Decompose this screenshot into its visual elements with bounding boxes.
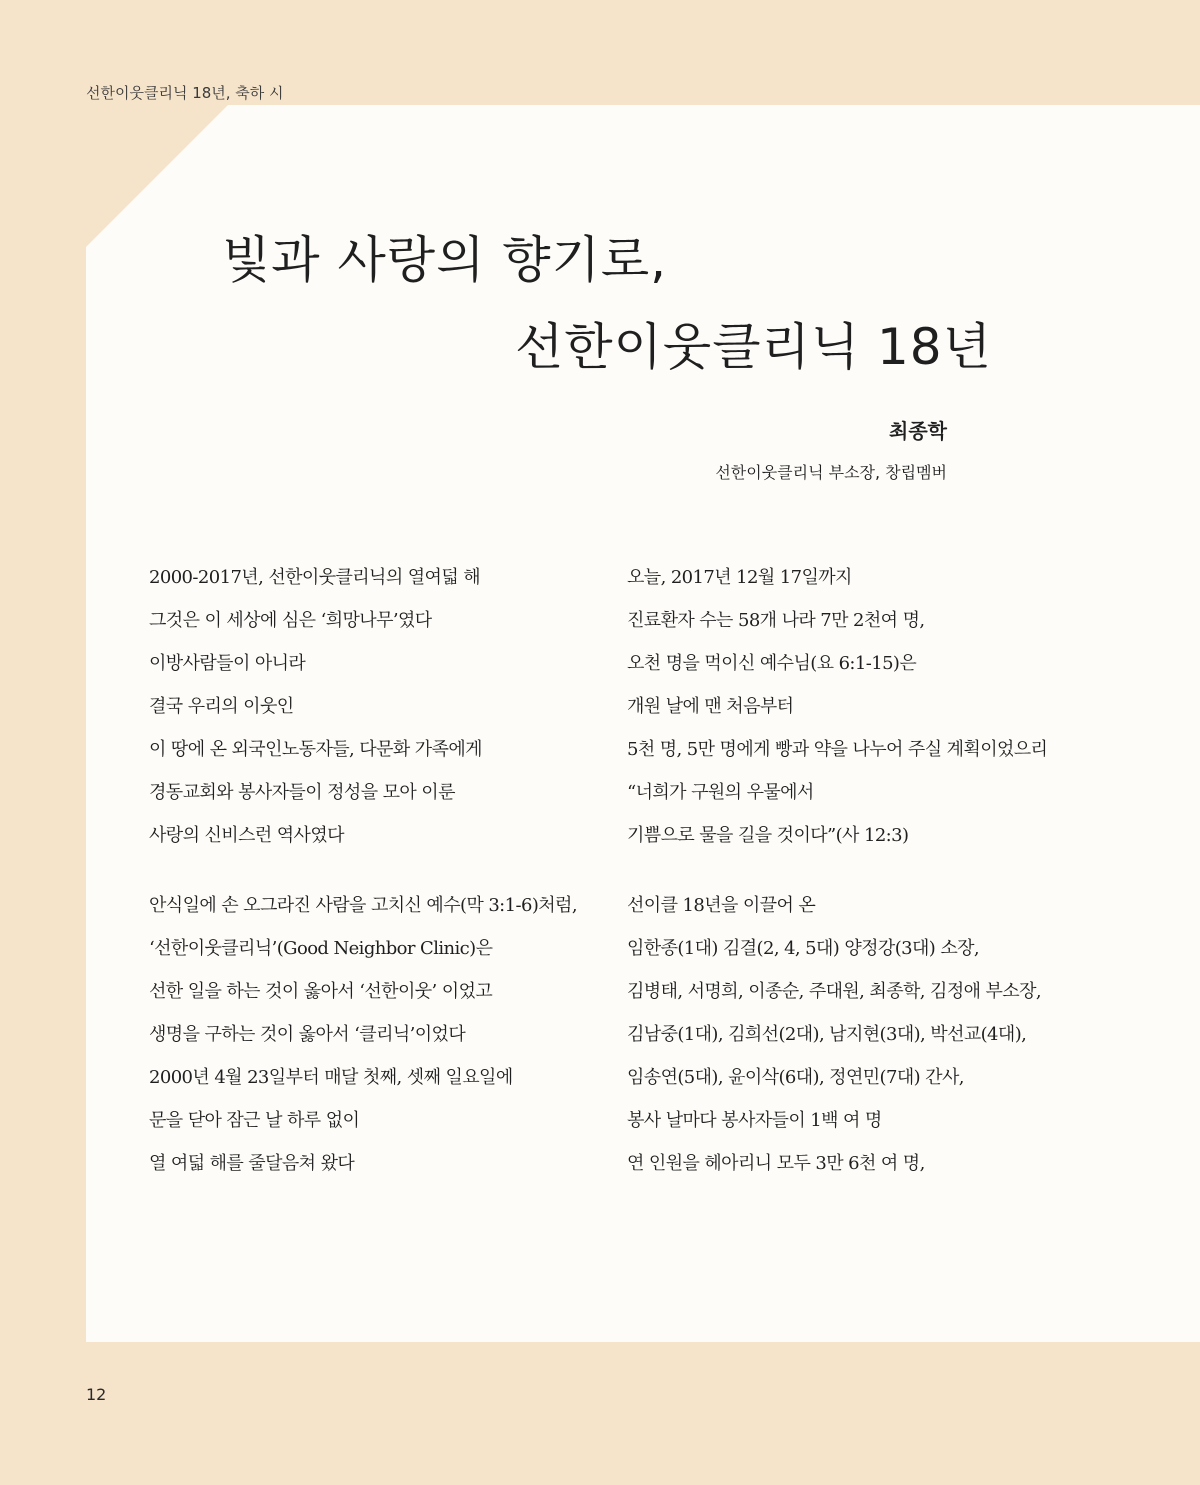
author-role: 선한이웃클리닉 부소장, 창립멤버 [715,463,947,482]
poem-line: 봉사 날마다 봉사자들이 1백 여 명 [627,1110,882,1131]
poem-line: 안식일에 손 오그라진 사람을 고치신 예수(막 3:1-6)처럼, [149,895,577,916]
poem-line: “너희가 구원의 우물에서 [627,782,814,803]
poem-line: 경동교회와 봉사자들이 정성을 모아 이룬 [149,782,455,803]
poem-line: 임송연(5대), 윤이삭(6대), 정연민(7대) 간사, [627,1067,964,1088]
page-number: 12 [86,1385,107,1404]
poem-stanza-3 [149,884,577,1185]
poem-line: 이 땅에 온 외국인노동자들, 다문화 가족에게 [149,739,482,760]
poem-line: 임한종(1대) 김결(2, 4, 5대) 양정강(3대) 소장, [627,938,980,959]
poem-line: 연 인원을 헤아리니 모두 3만 6천 여 명, [627,1153,925,1174]
title-line-2: 선한이웃클리닉 18년 [515,318,992,376]
author-name: 최종학 [889,419,947,443]
poem-line: 5천 명, 5만 명에게 빵과 약을 나누어 주실 계획이었으리 [627,739,1048,760]
poem-line: 오늘, 2017년 12월 17일까지 [627,567,852,588]
poem-line: 생명을 구하는 것이 옳아서 ‘클리닉’이었다 [149,1024,466,1045]
poem-line: 선이클 18년을 이끌어 온 [627,895,816,916]
poem-line: 진료환자 수는 58개 나라 7만 2천여 명, [627,610,925,631]
poem-line: 김남중(1대), 김희선(2대), 남지현(3대), 박선교(4대), [627,1024,1027,1045]
poem-stanza-4 [627,884,1041,1185]
poem-line: 문을 닫아 잠근 날 하루 없이 [149,1110,360,1131]
poem-stanza-1 [149,556,482,857]
poem-line: 2000년 4월 23일부터 매달 첫째, 셋째 일요일에 [149,1067,513,1088]
section-label: 선한이웃클리닉 18년, 축하 시 [86,84,284,102]
poem-line: 사랑의 신비스런 역사였다 [149,825,344,846]
poem-line: 열 여덟 해를 줄달음쳐 왔다 [149,1153,355,1174]
poem-line: 결국 우리의 이웃인 [149,696,294,717]
poem-line: 선한 일을 하는 것이 옳아서 ‘선한이웃’ 이었고 [149,981,493,1002]
poem-line: 김병태, 서명희, 이종순, 주대원, 최종학, 김정애 부소장, [627,981,1042,1002]
poem-line: 2000-2017년, 선한이웃클리닉의 열여덟 해 [149,567,481,588]
poem-line: 오천 명을 먹이신 예수님(요 6:1-15)은 [627,653,917,674]
title-line-1: 빛과 사랑의 향기로, [222,231,668,289]
poem-line: 개원 날에 맨 처음부터 [627,696,794,717]
poem-stanza-2 [627,556,1047,857]
poem-line: 그것은 이 세상에 심은 ‘희망나무’였다 [149,610,432,631]
poem-line: 기쁨으로 물을 길을 것이다”(사 12:3) [627,825,909,846]
poem-line: 이방사람들이 아니라 [149,653,306,674]
poem-line: ‘선한이웃클리닉’(Good Neighbor Clinic)은 [149,938,493,959]
